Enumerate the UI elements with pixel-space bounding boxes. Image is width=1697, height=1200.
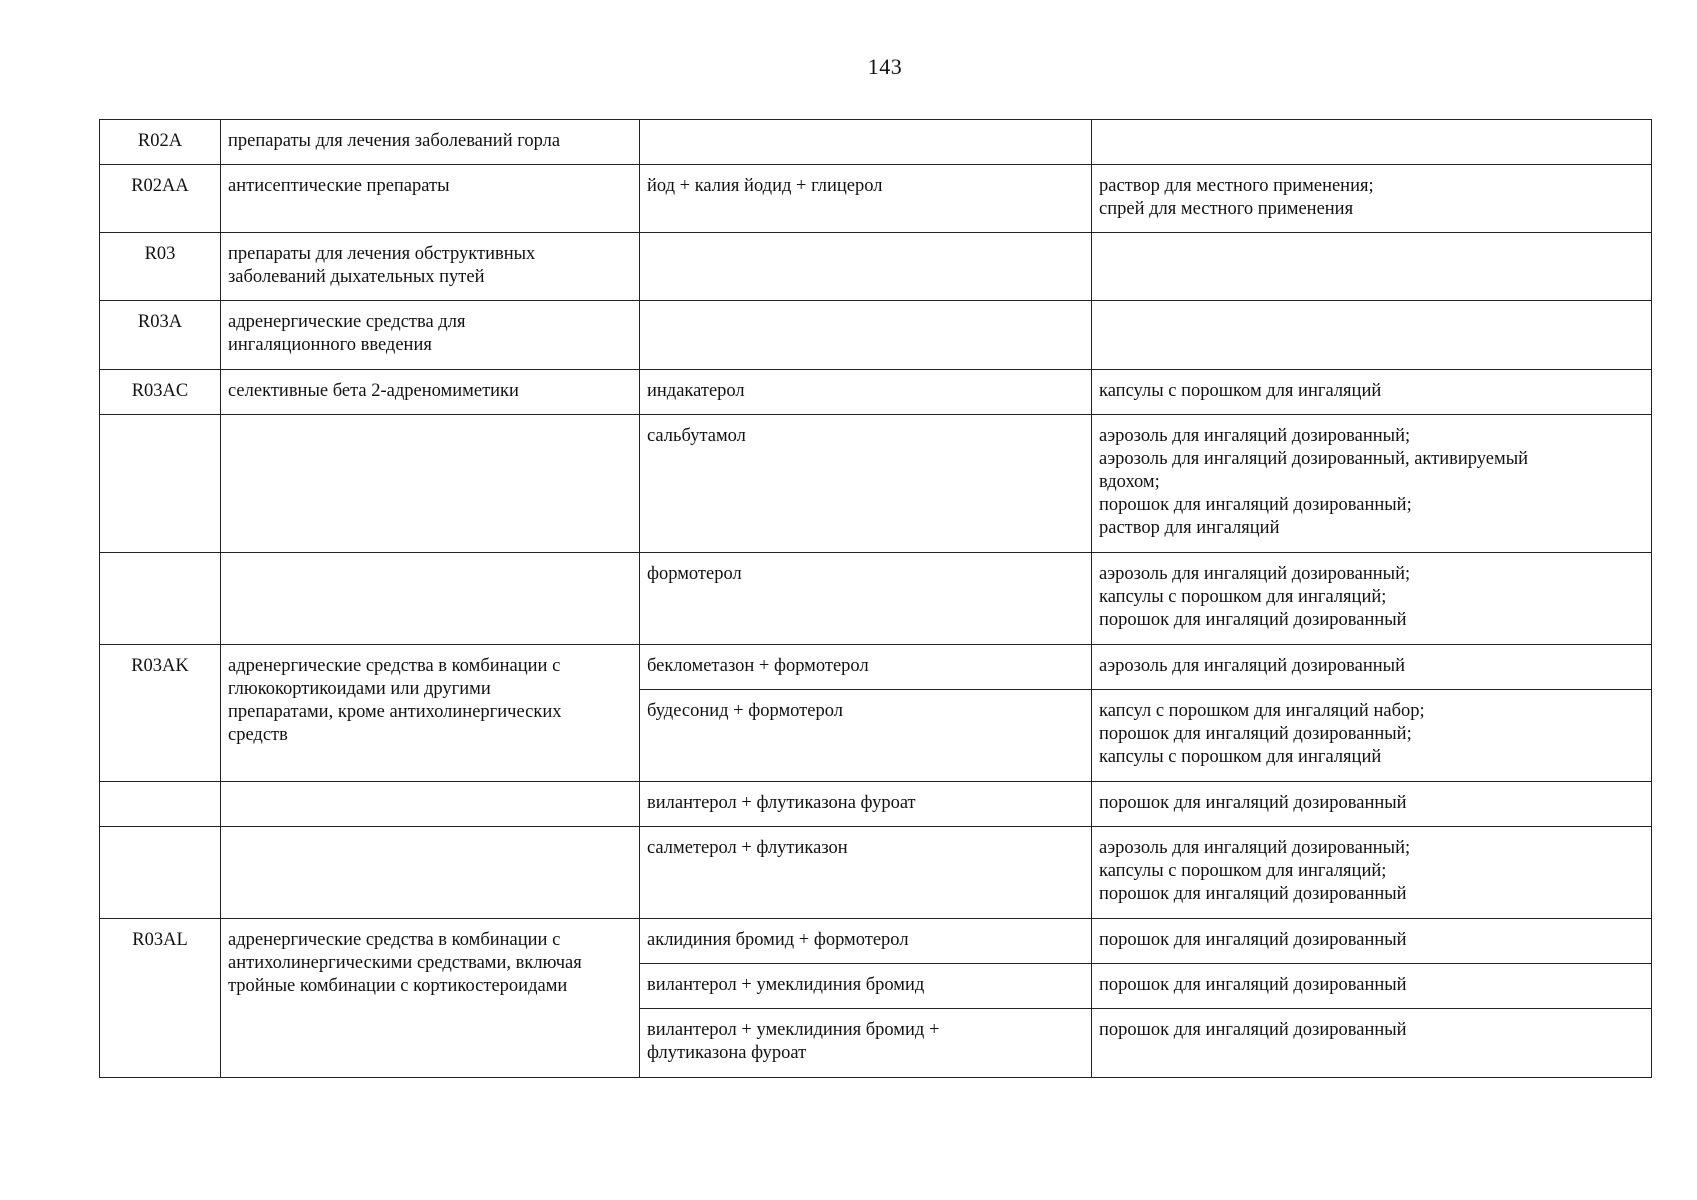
drug-name-cell xyxy=(640,233,1092,301)
group-name-cell xyxy=(221,415,640,553)
table-row xyxy=(100,919,1652,964)
drug-name-line: индакатерол xyxy=(647,381,745,401)
group-name-line: адренергические средства для xyxy=(228,312,466,332)
dosage-form-line: спрей для местного применения xyxy=(1099,199,1354,219)
group-name-line: средств xyxy=(228,725,288,745)
table-row xyxy=(100,301,1652,370)
drug-name-line: беклометазон + формотерол xyxy=(647,656,869,676)
dosage-form-line: порошок для ингаляций дозированный xyxy=(1099,610,1407,630)
dosage-form-line: капсулы с порошком для ингаляций xyxy=(1099,747,1382,767)
drug-name-line: йод + калия йодид + глицерол xyxy=(647,176,883,196)
table-row xyxy=(100,415,1652,553)
drug-name-cell xyxy=(640,165,1092,233)
drug-name-cell xyxy=(640,919,1092,964)
group-name-cell xyxy=(221,919,640,1078)
group-name-line: глюкокортикоидами или другими xyxy=(228,679,491,699)
dosage-forms-cell xyxy=(1092,1009,1652,1078)
drug-name-line: флутиказона фуроат xyxy=(647,1043,807,1063)
atc-code: R03AL xyxy=(132,930,188,950)
group-name-line: тройные комбинации с кортикостероидами xyxy=(228,976,568,996)
group-name-cell xyxy=(221,233,640,301)
drug-name-cell xyxy=(640,645,1092,690)
drug-name-cell xyxy=(640,120,1092,165)
dosage-form-line: порошок для ингаляций дозированный; xyxy=(1099,724,1412,744)
table-row xyxy=(100,370,1652,415)
group-name-line: адренергические средства в комбинации с xyxy=(228,930,561,950)
drug-name-cell xyxy=(640,964,1092,1009)
dosage-form-line: капсулы с порошком для ингаляций; xyxy=(1099,861,1387,881)
dosage-forms-cell xyxy=(1092,415,1652,553)
atc-code: R03A xyxy=(137,312,183,332)
group-name-cell xyxy=(221,120,640,165)
atc-code: R03AK xyxy=(131,656,189,676)
drug-name-line: сальбутамол xyxy=(647,426,746,446)
drug-name-cell xyxy=(640,690,1092,782)
atc-code: R02A xyxy=(137,131,183,151)
dosage-forms-cell xyxy=(1092,553,1652,645)
atc-code-cell xyxy=(100,233,221,301)
table-body xyxy=(100,120,1652,1078)
atc-code-cell xyxy=(100,645,221,782)
group-name-line: антисептические препараты xyxy=(228,176,450,196)
dosage-forms-cell xyxy=(1092,370,1652,415)
group-name-line: препараты для лечения заболеваний горла xyxy=(228,131,561,151)
dosage-form-line: аэрозоль для ингаляций дозированный; xyxy=(1099,838,1411,858)
dosage-form-line: вдохом; xyxy=(1099,472,1160,492)
drug-name-line: будесонид + формотерол xyxy=(647,701,843,721)
group-name-cell xyxy=(221,645,640,782)
drug-name-cell xyxy=(640,553,1092,645)
atc-code-cell xyxy=(100,415,221,553)
drug-name-line: формотерол xyxy=(647,564,742,584)
drug-name-cell xyxy=(640,1009,1092,1078)
dosage-form-line: порошок для ингаляций дозированный xyxy=(1099,1020,1407,1040)
atc-code-cell xyxy=(100,553,221,645)
dosage-forms-cell xyxy=(1092,690,1652,782)
group-name-cell xyxy=(221,370,640,415)
dosage-forms-cell xyxy=(1092,645,1652,690)
dosage-form-line: капсул с порошком для ингаляций набор; xyxy=(1099,701,1425,721)
group-name-line: антихолинергическими средствами, включая xyxy=(228,953,582,973)
dosage-form-line: раствор для местного применения; xyxy=(1099,176,1374,196)
atc-code-cell xyxy=(100,370,221,415)
atc-code: R03AC xyxy=(131,381,189,401)
dosage-form-line: порошок для ингаляций дозированный xyxy=(1099,884,1407,904)
group-name-line: ингаляционного введения xyxy=(228,335,432,355)
group-name-line: заболеваний дыхательных путей xyxy=(228,267,485,287)
group-name-cell xyxy=(221,165,640,233)
drug-name-line: аклидиния бромид + формотерол xyxy=(647,930,909,950)
atc-code-cell xyxy=(100,120,221,165)
dosage-forms-cell xyxy=(1092,301,1652,370)
table-row xyxy=(100,782,1652,827)
group-name-cell xyxy=(221,782,640,827)
drug-name-line: вилантерол + умеклидиния бромид xyxy=(647,975,925,995)
dosage-form-line: раствор для ингаляций xyxy=(1099,518,1280,538)
page-number: 143 xyxy=(867,54,903,79)
dosage-forms-cell xyxy=(1092,827,1652,919)
dosage-form-line: порошок для ингаляций дозированный xyxy=(1099,930,1407,950)
dosage-form-line: порошок для ингаляций дозированный; xyxy=(1099,495,1412,515)
atc-code-cell xyxy=(100,165,221,233)
atc-code-cell xyxy=(100,919,221,1078)
table-row xyxy=(100,827,1652,919)
dosage-forms-cell xyxy=(1092,782,1652,827)
dosage-form-line: порошок для ингаляций дозированный xyxy=(1099,793,1407,813)
dosage-form-line: капсулы с порошком для ингаляций xyxy=(1099,381,1382,401)
drug-name-line: вилантерол + флутиказона фуроат xyxy=(647,793,916,813)
table-row xyxy=(100,553,1652,645)
atc-code-cell xyxy=(100,827,221,919)
drug-name-cell xyxy=(640,827,1092,919)
atc-code-cell xyxy=(100,782,221,827)
atc-code-cell xyxy=(100,301,221,370)
dosage-form-line: аэрозоль для ингаляций дозированный, активируемый xyxy=(1099,449,1529,469)
table-row xyxy=(100,120,1652,165)
dosage-form-line: аэрозоль для ингаляций дозированный; xyxy=(1099,564,1411,584)
group-name-cell xyxy=(221,827,640,919)
dosage-forms-cell xyxy=(1092,165,1652,233)
group-name-cell xyxy=(221,553,640,645)
table-row xyxy=(100,233,1652,301)
table-row xyxy=(100,645,1652,690)
dosage-form-line: порошок для ингаляций дозированный xyxy=(1099,975,1407,995)
drug-name-line: салметерол + флутиказон xyxy=(647,838,848,858)
drug-name-cell xyxy=(640,415,1092,553)
dosage-forms-cell xyxy=(1092,233,1652,301)
drug-name-cell xyxy=(640,301,1092,370)
atc-code: R03 xyxy=(144,244,176,264)
dosage-forms-cell xyxy=(1092,120,1652,165)
dosage-form-line: капсулы с порошком для ингаляций; xyxy=(1099,587,1387,607)
dosage-form-line: аэрозоль для ингаляций дозированный; xyxy=(1099,426,1411,446)
drug-name-cell xyxy=(640,782,1092,827)
atc-code: R02AA xyxy=(131,176,189,196)
drug-classification-table xyxy=(99,119,1652,1078)
dosage-forms-cell xyxy=(1092,919,1652,964)
group-name-line: препаратами, кроме антихолинергических xyxy=(228,702,562,722)
group-name-line: селективные бета 2-адреномиметики xyxy=(228,381,519,401)
drug-name-line: вилантерол + умеклидиния бромид + xyxy=(647,1020,940,1040)
dosage-form-line: аэрозоль для ингаляций дозированный xyxy=(1099,656,1405,676)
dosage-forms-cell xyxy=(1092,964,1652,1009)
group-name-line: препараты для лечения обструктивных xyxy=(228,244,536,264)
group-name-cell xyxy=(221,301,640,370)
table-row xyxy=(100,165,1652,233)
drug-name-cell xyxy=(640,370,1092,415)
group-name-line: адренергические средства в комбинации с xyxy=(228,656,561,676)
